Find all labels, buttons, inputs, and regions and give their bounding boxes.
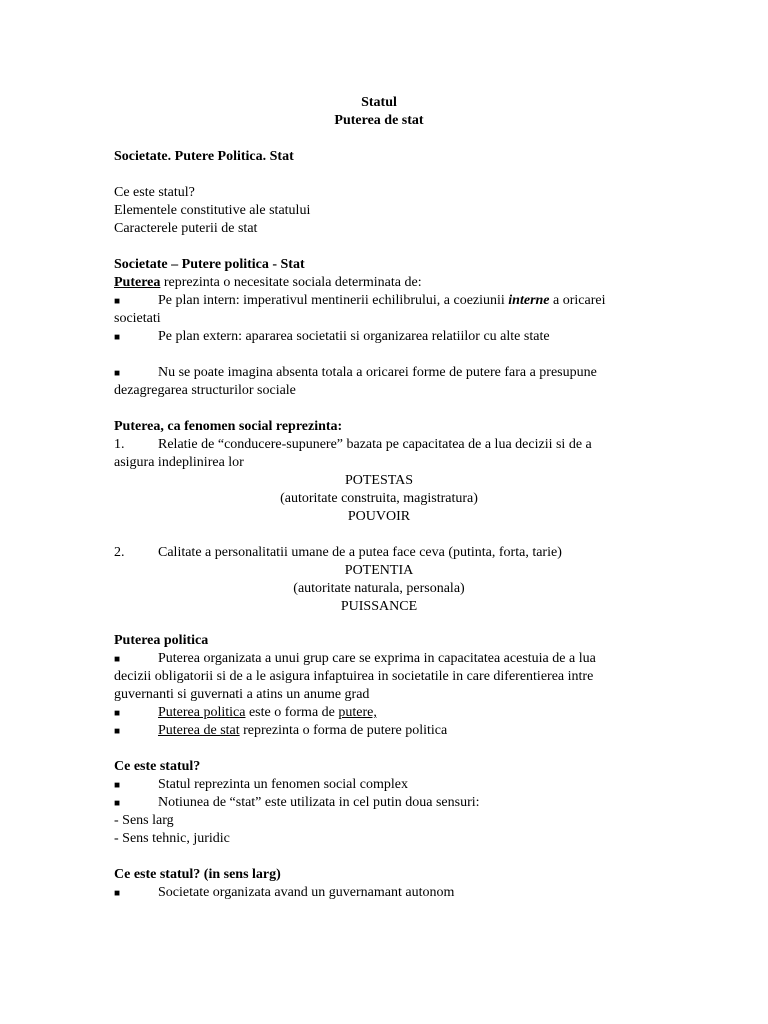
bullet-icon: ■ <box>114 296 121 307</box>
bullet-icon: ■ <box>114 654 121 665</box>
item-number: 1. <box>114 437 125 452</box>
bullet-text: Pe plan intern: imperativul mentinerii echilibrului, a coeziunii <box>158 293 509 308</box>
bullet-text: Nu se poate imagina absenta totala a oricarei forme de putere fara a presupune <box>158 365 597 380</box>
bullet-text: a oricarei <box>549 293 606 308</box>
bullet-icon: ■ <box>114 368 121 379</box>
bullet-icon: ■ <box>114 780 121 791</box>
section-heading: Ce este statul? <box>114 759 201 774</box>
bullet-text: este o forma de <box>245 705 339 720</box>
item-number: 2. <box>114 545 125 560</box>
bullet-item <box>114 722 644 741</box>
text-line: Elementele constitutive ale statului <box>114 203 311 218</box>
bullet-continuation: guvernanti si guvernati a atins un anume grad <box>114 687 370 702</box>
centered-term: POTENTIA <box>344 563 414 578</box>
bullet-item <box>114 794 644 813</box>
text-line: Ce este statul? <box>114 185 195 200</box>
bullet-continuation: dezagregarea structurilor sociale <box>114 383 296 398</box>
bullet-item <box>114 650 644 669</box>
bullet-icon: ■ <box>114 798 121 809</box>
item-text: Relatie de “conducere-supunere” bazata pe capacitatea de a lua decizii si de a <box>158 437 592 452</box>
centered-term: POTESTAS <box>344 473 414 488</box>
section-heading: Ce este statul? (in sens larg) <box>114 867 281 882</box>
numbered-item <box>114 436 644 454</box>
dash-item: - Sens larg <box>114 813 174 828</box>
bullet-text: Societate organizata avand un guvernamant autonom <box>158 885 455 900</box>
bullet-text: reprezinta o forma de putere politica <box>239 723 448 738</box>
dash-item: - Sens tehnic, juridic <box>114 831 230 846</box>
section-heading: Societate – Putere politica - Stat <box>114 257 305 272</box>
bullet-item <box>114 292 644 311</box>
section-heading: Puterea, ca fenomen social reprezinta: <box>114 419 343 434</box>
centered-note: (autoritate naturala, personala) <box>293 581 465 596</box>
bullet-text: Notiunea de “stat” este utilizata in cel putin doua sensuri: <box>158 795 480 810</box>
text-line: Caracterele puterii de stat <box>114 221 258 236</box>
item-text: Calitate a personalitatii umane de a putea face ceva (putinta, forta, tarie) <box>158 545 562 560</box>
document-subtitle: Puterea de stat <box>334 113 424 128</box>
bullet-icon: ■ <box>114 332 121 343</box>
bullet-text: Statul reprezinta un fenomen social complex <box>158 777 408 792</box>
centered-note: (autoritate construita, magistratura) <box>280 491 478 506</box>
section-heading: Puterea politica <box>114 633 209 648</box>
bullet-text: Pe plan extern: apararea societatii si organizarea relatiilor cu alte state <box>158 329 550 344</box>
centered-term: PUISSANCE <box>340 599 418 614</box>
bullet-item <box>114 884 644 903</box>
bullet-item <box>114 364 644 383</box>
bullet-text: Puterea organizata a unui grup care se exprima in capacitatea acestuia de a lua <box>158 651 596 666</box>
document-title: Statul <box>361 95 397 110</box>
underlined-term: putere, <box>338 705 377 720</box>
bullet-icon: ■ <box>114 726 121 737</box>
bullet-item <box>114 328 644 347</box>
bullet-continuation: decizii obligatorii si de a le asigura infaptuirea in societatile in care diferentierea intre <box>114 669 594 684</box>
bullet-item <box>114 776 644 795</box>
item-continuation: asigura indeplinirea lor <box>114 455 244 470</box>
emphasis-text: interne <box>508 293 550 308</box>
bullet-icon: ■ <box>114 708 121 719</box>
numbered-item <box>114 544 644 562</box>
bullet-icon: ■ <box>114 888 121 899</box>
bullet-item <box>114 704 644 723</box>
underlined-term: Puterea de stat <box>158 723 240 738</box>
paragraph-text: reprezinta o necesitate sociala determinata de: <box>160 275 422 290</box>
section-heading: Societate. Putere Politica. Stat <box>114 149 294 164</box>
underlined-term: Puterea politica <box>158 705 246 720</box>
paragraph <box>114 274 644 292</box>
underlined-term: Puterea <box>114 275 161 290</box>
centered-term: POUVOIR <box>347 509 411 524</box>
bullet-continuation: societati <box>114 311 161 326</box>
